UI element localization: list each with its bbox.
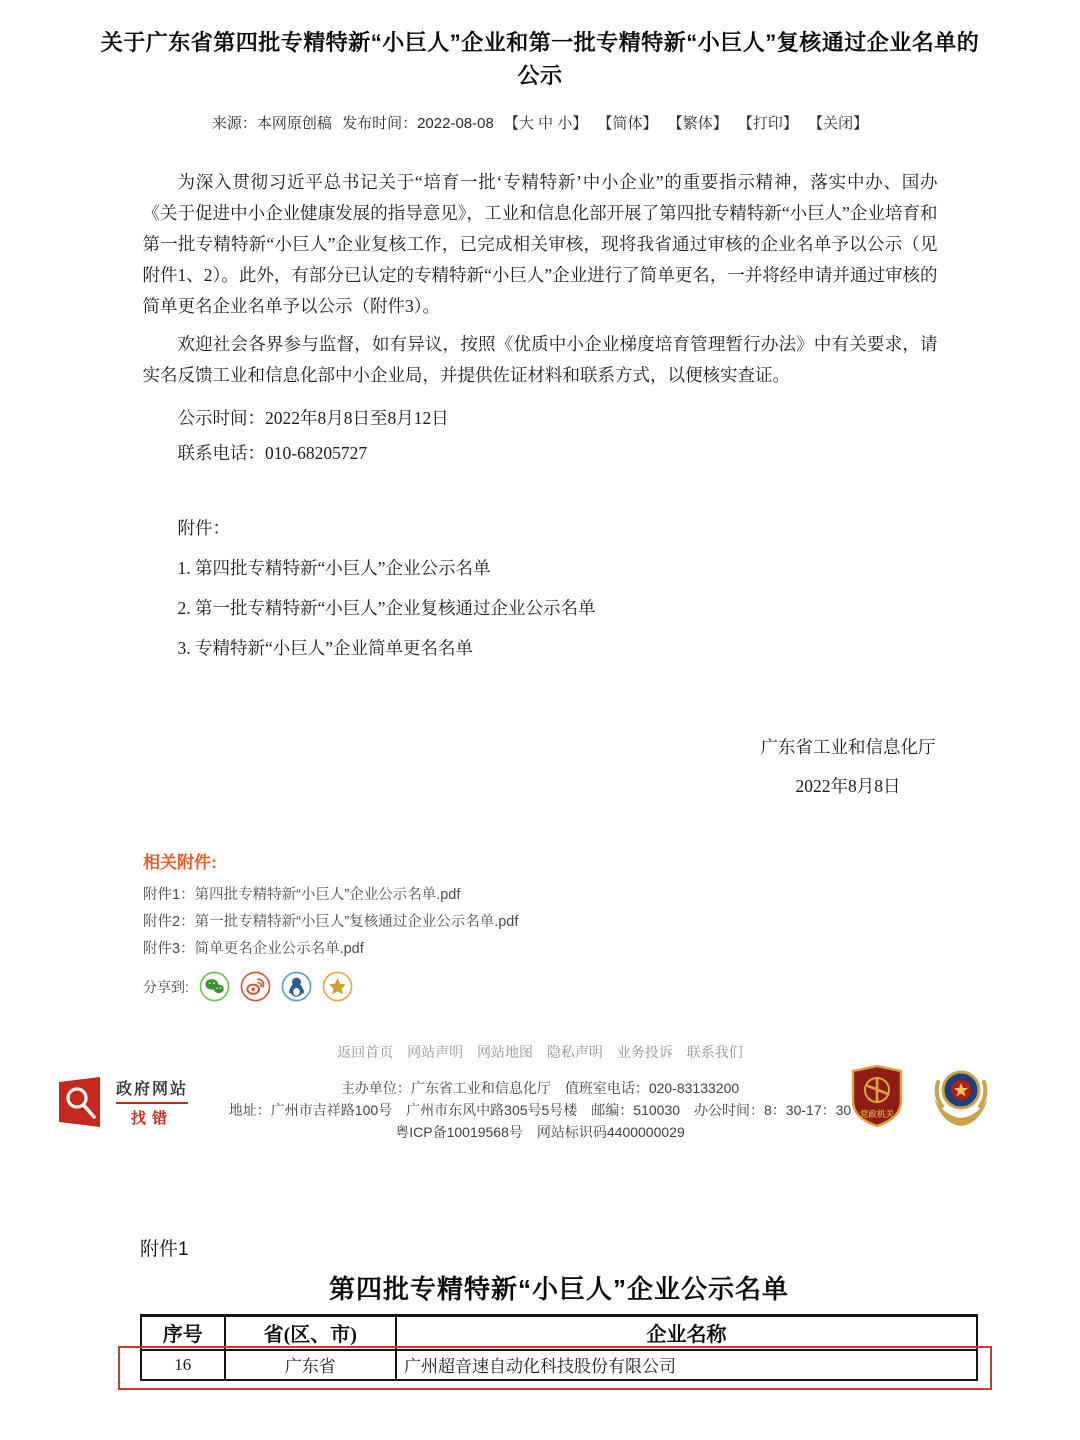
cell-seq: 16: [141, 1350, 225, 1380]
party-gov-shield-icon: [848, 1063, 906, 1129]
annex-label: 附件1: [140, 1239, 189, 1260]
footer-host-line: 主办单位：广东省工业和信息化厅 值班室电话：020-83133200: [340, 1080, 740, 1096]
svg-text:党政机关: 党政机关: [859, 1109, 895, 1119]
paragraph-1: 为深入贯彻习近平总书记关于“培育一批‘专精特新’中小企业”的重要指示精神，落实中办、国办《关于促进中小企业健康发展的指导意见》，工业和信息化部开展了第四批专精特新“小巨人”企业培育和第一批专精特新“小巨人”企业复核工作，已完成相关审核，现将我省通过审核的企业名单予以公示（见附件1、2）。此外，有部分已认定的专精特新“小巨人”企业进行了简单更名，一并将经申请并通过审核的简单更名企业名单予以公示（附件3）。: [142, 172, 938, 316]
related-attachments-heading: 相关附件:: [143, 853, 217, 872]
star-glyph: [322, 971, 353, 1002]
site-footer: [0, 1042, 1080, 1188]
police-emblem-badge[interactable]: [928, 1062, 994, 1130]
error-report-label: [116, 1076, 188, 1128]
footer-nav-complaint[interactable]: 业务投诉: [616, 1044, 673, 1060]
footer-nav-contact[interactable]: 联系我们: [686, 1044, 743, 1060]
gov-site-error-report-widget[interactable]: [56, 1074, 188, 1130]
contact-phone: 联系电话：010-68205727: [177, 443, 368, 463]
related-attachments-section: [143, 852, 1080, 1002]
col-header-company: 企业名称: [396, 1316, 977, 1350]
signature-block: [143, 732, 938, 802]
print-button[interactable]: 【打印】: [737, 115, 798, 132]
footer-nav-privacy[interactable]: 隐私声明: [546, 1044, 603, 1060]
favorite-share-icon[interactable]: [322, 971, 353, 1002]
cell-company: 广州超音速自动化科技股份有限公司: [396, 1350, 977, 1380]
article-body: [143, 167, 938, 802]
party-gov-org-badge[interactable]: [848, 1063, 906, 1129]
footer-info: [180, 1078, 900, 1143]
footer-nav: [0, 1042, 1080, 1062]
footer-nav-sitemap[interactable]: 网站地图: [477, 1044, 534, 1060]
meta-bar: [0, 112, 1080, 133]
simplified-chinese-button[interactable]: 【简体】: [597, 115, 658, 132]
share-row: [143, 971, 1080, 1002]
close-button[interactable]: 【关闭】: [808, 115, 869, 132]
attachment-link-row: [143, 909, 1080, 936]
publicity-period: 公示时间：2022年8月8日至8月12日: [177, 408, 449, 428]
error-report-label-top: 政府网站: [116, 1081, 189, 1098]
attachments-label: 附件：: [177, 518, 230, 538]
footer-address-line: 地址：广州市吉祥路100号 广州市东风中路305号5号楼 邮编：510030 办公时间：8：30-17：30: [228, 1102, 852, 1118]
attachment-pdf-link-3[interactable]: 附件3：简单更名企业公示名单.pdf: [143, 941, 364, 957]
annex-table: [140, 1314, 978, 1381]
police-emblem-icon: [928, 1062, 994, 1130]
wechat-logo-glyph: [199, 971, 230, 1002]
paragraph-2: 欢迎社会各界参与监督，如有异议，按照《优质中小企业梯度培育管理暂行办法》中有关要求，请实名反馈工业和信息化部中小企业局，并提供佐证材料和联系方式，以便核实查证。: [142, 334, 938, 385]
divider: [116, 1102, 188, 1104]
certification-badges: [848, 1062, 994, 1130]
magnifier-flag-icon: [56, 1074, 108, 1130]
attachment-pdf-link-1[interactable]: 附件1：第四批专精特新“小巨人”企业公示名单.pdf: [143, 887, 461, 903]
signature-org: 广东省工业和信息化厅: [760, 737, 936, 757]
weibo-logo-glyph: [240, 971, 271, 1002]
col-header-seq: 序号: [141, 1316, 225, 1350]
annex-table-wrap: [140, 1314, 978, 1381]
signature-date: 2022年8月8日: [795, 776, 901, 796]
footer-nav-statement[interactable]: 网站声明: [407, 1044, 464, 1060]
attachment-link-row: [143, 882, 1080, 909]
table-header-row: [141, 1316, 977, 1350]
share-label: 分享到:: [143, 978, 189, 995]
attachment-pdf-link-2[interactable]: 附件2：第一批专精特新“小巨人”复核通过企业公示名单.pdf: [143, 914, 519, 930]
font-size-control[interactable]: 【大 中 小】: [504, 115, 588, 132]
attachment-item-3: 3. 专精特新“小巨人”企业简单更名名单: [177, 638, 474, 658]
weibo-share-icon[interactable]: [240, 971, 271, 1002]
footer-nav-home[interactable]: 返回首页: [337, 1044, 394, 1060]
wechat-share-icon[interactable]: [199, 971, 230, 1002]
publish-time-text: 发布时间：2022-08-08: [342, 115, 494, 132]
error-report-label-bottom: 找错: [131, 1110, 174, 1127]
footer-icp-line: 粤ICP备10019568号 网站标识码4400000029: [395, 1124, 685, 1140]
page-title: 关于广东省第四批专精特新“小巨人”企业和第一批专精特新“小巨人”复核通过企业名单的公示: [100, 30, 980, 88]
table-row: [141, 1350, 977, 1380]
annex-table-title: 第四批专精特新“小巨人”企业公示名单: [328, 1274, 789, 1304]
attachment-link-row: [143, 936, 1080, 963]
traditional-chinese-button[interactable]: 【繁体】: [667, 115, 728, 132]
qq-share-icon[interactable]: [281, 971, 312, 1002]
annex-1-section: [140, 1234, 978, 1381]
qq-logo-glyph: [281, 971, 312, 1002]
source-text: 来源：本网原创稿: [211, 115, 332, 132]
col-header-province: 省(区、市): [225, 1316, 396, 1350]
attachment-item-2: 2. 第一批专精特新“小巨人”企业复核通过企业公示名单: [177, 598, 596, 618]
attachment-item-1: 1. 第四批专精特新“小巨人”企业公示名单: [177, 558, 491, 578]
cell-province: 广东省: [225, 1350, 396, 1380]
